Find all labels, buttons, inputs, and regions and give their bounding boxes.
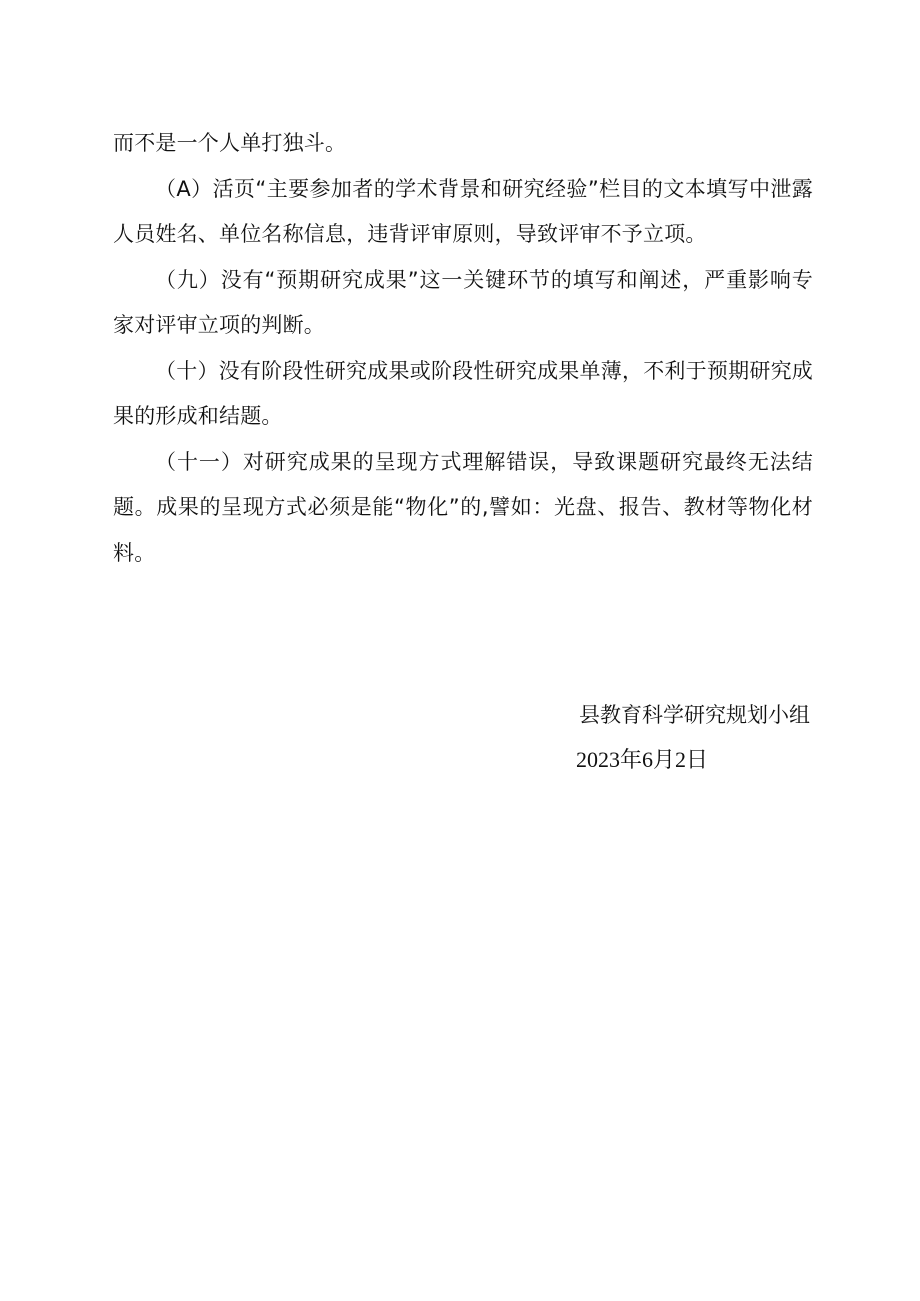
paragraph-continuation: 而不是一个人单打独斗。	[113, 131, 347, 155]
paragraph-item-9: （九）没有“预期研究成果”这一关键环节的填写和阐述，严重影响专家对评审立项的判断。	[113, 267, 813, 337]
paragraph-item-a: （A）活页“主要参加者的学术背景和研究经验”栏目的文本填写中泄露人员姓名、单位名称信息，违背评审原则，导致评审不予立项。	[113, 176, 813, 246]
paragraph-item-11: （十一）对研究成果的呈现方式理解错误，导致课题研究最终无法结题。成果的呈现方式必须是能“物化”的,譬如：光盘、报告、教材等物化材料。	[113, 449, 813, 565]
document-body	[113, 121, 813, 576]
signature-organization: 县教育科学研究规划小组	[579, 703, 810, 727]
signature-date: 2023年6月2日	[575, 747, 708, 772]
paragraph-item-10: （十）没有阶段性研究成果或阶段性研究成果单薄，不利于预期研究成果的形成和结题。	[113, 358, 813, 428]
